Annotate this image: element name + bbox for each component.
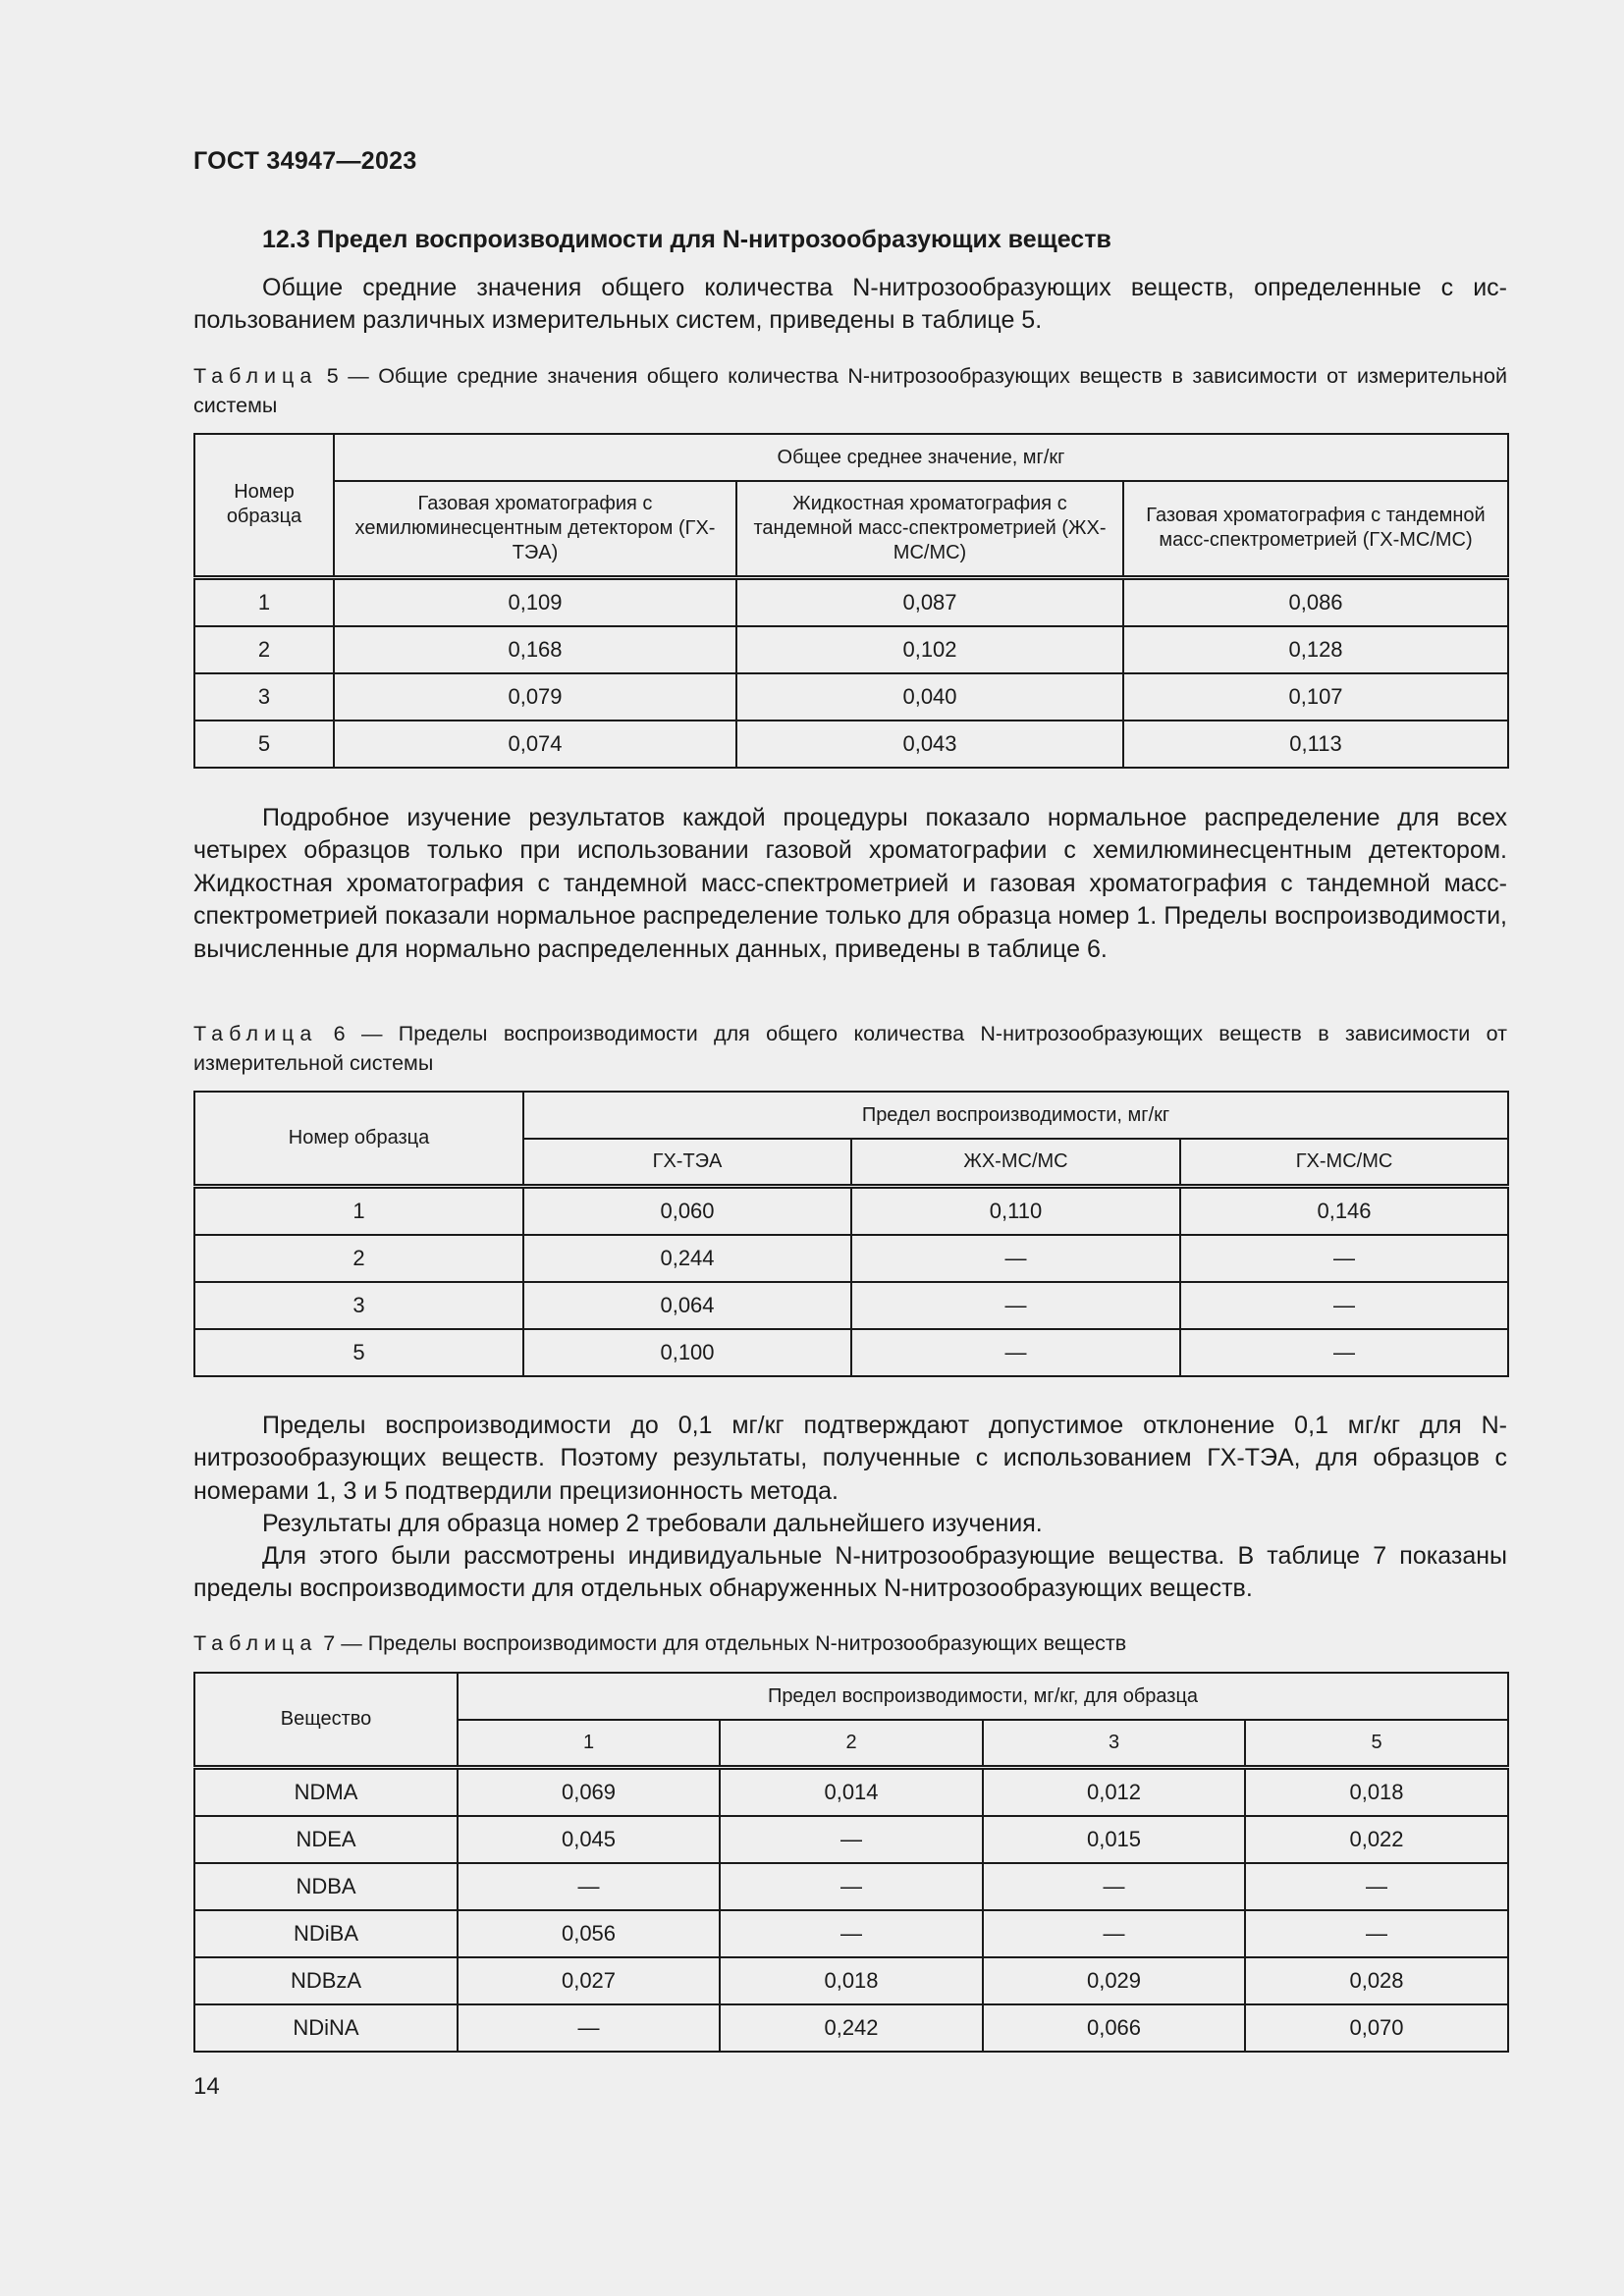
table-cell: — bbox=[983, 1910, 1245, 1957]
table-cell: NDBA bbox=[194, 1863, 458, 1910]
table-cell: 2 bbox=[194, 1235, 523, 1282]
table7-col-header: 5 bbox=[1245, 1720, 1508, 1767]
table5-caption-label: Таблица bbox=[193, 364, 318, 388]
table-cell: 0,064 bbox=[523, 1282, 851, 1329]
table-cell: 0,102 bbox=[736, 626, 1123, 673]
paragraph bbox=[193, 1508, 1507, 1540]
table-cell: 0,018 bbox=[720, 1957, 983, 2004]
table-cell: 5 bbox=[194, 1329, 523, 1376]
table-cell: — bbox=[1180, 1235, 1508, 1282]
table-cell: 0,060 bbox=[523, 1186, 851, 1235]
table5-col-header: Жидкостная хроматография с тандемной масс-спектрометрией (ЖХ-МС/МС) bbox=[736, 481, 1123, 577]
table7-col-header: 3 bbox=[983, 1720, 1245, 1767]
table-cell: NDMA bbox=[194, 1767, 458, 1816]
table-row bbox=[194, 1329, 1508, 1376]
table-row bbox=[194, 1910, 1508, 1957]
table7-caption-text: 7 — Пределы воспроизводимости для отдельных N-нитрозообразующих веществ bbox=[317, 1631, 1127, 1655]
table7-col-header: 2 bbox=[720, 1720, 983, 1767]
table5-col-header: Газовая хроматография с хемилюминесцентным детектором (ГХ-ТЭА) bbox=[334, 481, 736, 577]
table-cell: — bbox=[720, 1816, 983, 1863]
table7-col-header: 1 bbox=[458, 1720, 720, 1767]
table-row bbox=[194, 1863, 1508, 1910]
table-cell: 5 bbox=[194, 721, 334, 768]
table5-group-header: Общее среднее значение, мг/кг bbox=[334, 434, 1508, 481]
table-cell: — bbox=[1245, 1863, 1508, 1910]
paragraph-text: Для этого были рассмотрены индивидуальные N-нитрозообразующие вещества. В таблице 7 показаны пределы воспроизводимости для отдельных обнаруженных N-нитрозообразующих веществ. bbox=[193, 1542, 1507, 1603]
table-row bbox=[194, 721, 1508, 768]
table-cell: 0,015 bbox=[983, 1816, 1245, 1863]
table-row bbox=[194, 1767, 1508, 1816]
table-cell: 0,012 bbox=[983, 1767, 1245, 1816]
table-cell: 0,056 bbox=[458, 1910, 720, 1957]
table7 bbox=[193, 1672, 1509, 2053]
table-row bbox=[194, 1957, 1508, 2004]
table6-row-header: Номер образца bbox=[194, 1092, 523, 1186]
table-row bbox=[194, 1186, 1508, 1235]
table-cell: 1 bbox=[194, 1186, 523, 1235]
paragraph bbox=[193, 1540, 1507, 1606]
table-cell: 0,040 bbox=[736, 673, 1123, 721]
table5-caption-text: 5 — Общие средние значения общего количества N-нитрозообразующих веществ в зависимости от измерительной системы bbox=[193, 364, 1507, 417]
table-cell: 0,110 bbox=[851, 1186, 1180, 1235]
table-cell: 0,086 bbox=[1123, 577, 1508, 626]
table6-caption bbox=[193, 1019, 1507, 1078]
table-cell: — bbox=[851, 1235, 1180, 1282]
table-cell: 0,087 bbox=[736, 577, 1123, 626]
table6-col-header: ГХ-ТЭА bbox=[523, 1139, 851, 1186]
table-cell: 0,022 bbox=[1245, 1816, 1508, 1863]
table-cell: 0,100 bbox=[523, 1329, 851, 1376]
table-cell: 3 bbox=[194, 1282, 523, 1329]
table-cell: 0,128 bbox=[1123, 626, 1508, 673]
paragraph-text: Общие средние значения общего количества N-нитрозообразующих веществ, определенные с использованием различных измерительных систем, приведены в таблице 5. bbox=[193, 274, 1507, 335]
table-cell: — bbox=[720, 1910, 983, 1957]
table-cell: 0,043 bbox=[736, 721, 1123, 768]
table6-caption-label: Таблица bbox=[193, 1022, 318, 1045]
page-number: 14 bbox=[193, 2073, 220, 2100]
paragraph-text: Подробное изучение результатов каждой процедуры показало нормальное распределение для всех четырех образцов только при использовании газовой хроматографии с хемилюминесцентным детектором. Жидкостная хроматография с тандемной масс-спектрометрией и газовая хроматография с тандемной масс-спектрометрией показали нормальное распределение только для образца номер 1. Пределы воспроизводимости, вычисленные для нормально распределенных данных, приведены в таблице 6. bbox=[193, 804, 1507, 963]
table-cell: 0,242 bbox=[720, 2004, 983, 2052]
table-cell: 0,045 bbox=[458, 1816, 720, 1863]
table-cell: 1 bbox=[194, 577, 334, 626]
paragraph-text: Результаты для образца номер 2 требовали дальнейшего изучения. bbox=[262, 1510, 1043, 1537]
table-cell: 3 bbox=[194, 673, 334, 721]
table5-row-header: Номер образца bbox=[194, 434, 334, 577]
section-heading: 12.3 Предел воспроизводимости для N-нитрозообразующих веществ bbox=[262, 226, 1111, 253]
table-cell: NDiBA bbox=[194, 1910, 458, 1957]
table-cell: 0,014 bbox=[720, 1767, 983, 1816]
table-cell: 0,244 bbox=[523, 1235, 851, 1282]
table-cell: — bbox=[983, 1863, 1245, 1910]
paragraph bbox=[193, 272, 1507, 338]
paragraph-text: Пределы воспроизводимости до 0,1 мг/кг подтверждают допустимое отклонение 0,1 мг/кг для N-нитрозообразующих веществ. Поэтому результаты, полученные с использованием ГХ-ТЭА, для образцов с номерами 1, 3 и 5 подтвердили прецизионность метода. bbox=[193, 1412, 1507, 1505]
table5 bbox=[193, 433, 1509, 769]
table-cell: 0,109 bbox=[334, 577, 736, 626]
table-cell: — bbox=[851, 1329, 1180, 1376]
table-cell: 0,018 bbox=[1245, 1767, 1508, 1816]
table6-col-header: ЖХ-МС/МС bbox=[851, 1139, 1180, 1186]
table-cell: 0,029 bbox=[983, 1957, 1245, 2004]
table-row bbox=[194, 577, 1508, 626]
table-row bbox=[194, 673, 1508, 721]
table-cell: 0,168 bbox=[334, 626, 736, 673]
table-cell: — bbox=[458, 1863, 720, 1910]
table-cell: 0,070 bbox=[1245, 2004, 1508, 2052]
table-cell: 0,027 bbox=[458, 1957, 720, 2004]
table7-group-header: Предел воспроизводимости, мг/кг, для образца bbox=[458, 1673, 1508, 1720]
table7-caption-label: Таблица bbox=[193, 1631, 318, 1655]
table5-caption bbox=[193, 361, 1507, 420]
table6 bbox=[193, 1091, 1509, 1377]
table-row bbox=[194, 626, 1508, 673]
table-row bbox=[194, 2004, 1508, 2052]
table-cell: NDBzA bbox=[194, 1957, 458, 2004]
table6-group-header: Предел воспроизводимости, мг/кг bbox=[523, 1092, 1508, 1139]
table-cell: NDEA bbox=[194, 1816, 458, 1863]
table-row bbox=[194, 1235, 1508, 1282]
document-header: ГОСТ 34947—2023 bbox=[193, 147, 417, 175]
table-cell: — bbox=[720, 1863, 983, 1910]
table-cell: — bbox=[1180, 1282, 1508, 1329]
table7-caption bbox=[193, 1629, 1507, 1658]
table6-caption-text: 6 — Пределы воспроизводимости для общего количества N-нитрозообразующих веществ в зависимости от измерительной системы bbox=[193, 1022, 1507, 1075]
table5-col-header: Газовая хроматография с тандемной масс-спектрометрией (ГХ-МС/МС) bbox=[1123, 481, 1508, 577]
table-cell: 0,079 bbox=[334, 673, 736, 721]
table-cell: 0,074 bbox=[334, 721, 736, 768]
table-cell: 0,107 bbox=[1123, 673, 1508, 721]
paragraph bbox=[193, 802, 1507, 966]
table-row bbox=[194, 1816, 1508, 1863]
table-cell: 0,113 bbox=[1123, 721, 1508, 768]
paragraph bbox=[193, 1410, 1507, 1508]
table-cell: 0,028 bbox=[1245, 1957, 1508, 2004]
table-cell: — bbox=[458, 2004, 720, 2052]
table6-col-header: ГХ-МС/МС bbox=[1180, 1139, 1508, 1186]
table-cell: 0,069 bbox=[458, 1767, 720, 1816]
table-cell: — bbox=[1245, 1910, 1508, 1957]
table7-row-header: Вещество bbox=[194, 1673, 458, 1767]
table-cell: — bbox=[851, 1282, 1180, 1329]
table-cell: 2 bbox=[194, 626, 334, 673]
table-row bbox=[194, 1282, 1508, 1329]
table-cell: 0,066 bbox=[983, 2004, 1245, 2052]
table-cell: — bbox=[1180, 1329, 1508, 1376]
table-cell: 0,146 bbox=[1180, 1186, 1508, 1235]
table-cell: NDiNA bbox=[194, 2004, 458, 2052]
